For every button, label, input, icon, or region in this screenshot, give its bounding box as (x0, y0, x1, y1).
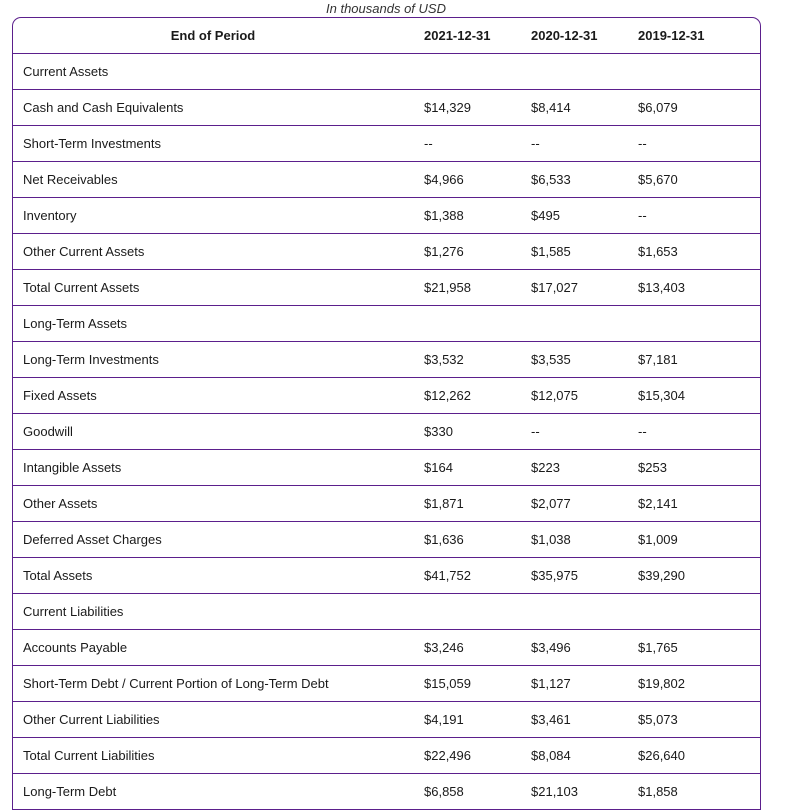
row-value-2020-12-31: $1,585 (520, 234, 627, 270)
row-value-2021-12-31: $15,059 (413, 666, 520, 702)
table-row (13, 90, 760, 126)
table-row (13, 450, 760, 486)
row-value-2019-12-31 (627, 306, 760, 342)
header-period-2019: 2019-12-31 (627, 18, 760, 54)
row-value-2021-12-31: $1,871 (413, 486, 520, 522)
row-label: Net Receivables (13, 162, 413, 198)
row-label: Other Current Liabilities (13, 702, 413, 738)
row-value-2021-12-31: $41,752 (413, 558, 520, 594)
row-value-2020-12-31: $1,038 (520, 522, 627, 558)
row-value-2021-12-31 (413, 306, 520, 342)
row-value-2020-12-31: $2,077 (520, 486, 627, 522)
row-value-2021-12-31: $1,276 (413, 234, 520, 270)
row-value-2021-12-31: $4,191 (413, 702, 520, 738)
row-value-2020-12-31: $12,075 (520, 378, 627, 414)
table-row (13, 54, 760, 90)
row-value-2021-12-31 (413, 54, 520, 90)
row-value-2019-12-31: -- (627, 414, 760, 450)
row-value-2019-12-31: $1,858 (627, 774, 760, 810)
row-value-2020-12-31: $21,103 (520, 774, 627, 810)
table-body (13, 54, 760, 810)
row-value-2019-12-31 (627, 594, 760, 630)
row-label: Goodwill (13, 414, 413, 450)
row-value-2019-12-31: $26,640 (627, 738, 760, 774)
row-value-2020-12-31: $35,975 (520, 558, 627, 594)
table-row (13, 666, 760, 702)
row-value-2020-12-31: $8,414 (520, 90, 627, 126)
row-label: Intangible Assets (13, 450, 413, 486)
row-label: Long-Term Debt (13, 774, 413, 810)
table-row (13, 198, 760, 234)
table-row (13, 162, 760, 198)
row-label: Long-Term Assets (13, 306, 413, 342)
table-row (13, 270, 760, 306)
table-row (13, 342, 760, 378)
table-row (13, 558, 760, 594)
header-period-2021: 2021-12-31 (413, 18, 520, 54)
row-value-2021-12-31: -- (413, 126, 520, 162)
table-row (13, 594, 760, 630)
row-value-2019-12-31: -- (627, 198, 760, 234)
table-row (13, 414, 760, 450)
row-value-2021-12-31: $3,532 (413, 342, 520, 378)
row-label: Total Current Liabilities (13, 738, 413, 774)
row-value-2021-12-31: $164 (413, 450, 520, 486)
row-label: Accounts Payable (13, 630, 413, 666)
row-label: Short-Term Investments (13, 126, 413, 162)
row-value-2021-12-31: $1,636 (413, 522, 520, 558)
row-value-2021-12-31: $12,262 (413, 378, 520, 414)
row-value-2019-12-31: $6,079 (627, 90, 760, 126)
table-row (13, 522, 760, 558)
table-row (13, 378, 760, 414)
row-label: Current Liabilities (13, 594, 413, 630)
row-value-2020-12-31: -- (520, 414, 627, 450)
table-row (13, 306, 760, 342)
row-value-2021-12-31: $3,246 (413, 630, 520, 666)
row-value-2019-12-31 (627, 54, 760, 90)
row-value-2021-12-31: $1,388 (413, 198, 520, 234)
row-value-2019-12-31: $15,304 (627, 378, 760, 414)
row-value-2019-12-31: $253 (627, 450, 760, 486)
row-value-2020-12-31: -- (520, 126, 627, 162)
row-value-2020-12-31: $1,127 (520, 666, 627, 702)
header-row (13, 18, 760, 54)
row-value-2020-12-31: $223 (520, 450, 627, 486)
row-value-2020-12-31: $495 (520, 198, 627, 234)
row-value-2020-12-31 (520, 306, 627, 342)
row-value-2020-12-31 (520, 594, 627, 630)
table-row (13, 738, 760, 774)
row-value-2020-12-31: $3,535 (520, 342, 627, 378)
row-value-2020-12-31: $6,533 (520, 162, 627, 198)
table-row (13, 630, 760, 666)
row-value-2021-12-31: $330 (413, 414, 520, 450)
row-value-2019-12-31: -- (627, 126, 760, 162)
row-value-2019-12-31: $5,073 (627, 702, 760, 738)
row-value-2019-12-31: $5,670 (627, 162, 760, 198)
row-value-2021-12-31: $14,329 (413, 90, 520, 126)
row-label: Total Assets (13, 558, 413, 594)
row-label: Current Assets (13, 54, 413, 90)
row-value-2021-12-31: $6,858 (413, 774, 520, 810)
table-row (13, 234, 760, 270)
header-period-2020: 2020-12-31 (520, 18, 627, 54)
row-label: Total Current Assets (13, 270, 413, 306)
row-value-2021-12-31: $22,496 (413, 738, 520, 774)
table-row (13, 126, 760, 162)
row-label: Inventory (13, 198, 413, 234)
row-value-2021-12-31 (413, 594, 520, 630)
row-label: Other Current Assets (13, 234, 413, 270)
row-value-2019-12-31: $13,403 (627, 270, 760, 306)
table-caption: In thousands of USD (326, 1, 446, 16)
row-value-2019-12-31: $19,802 (627, 666, 760, 702)
row-value-2021-12-31: $4,966 (413, 162, 520, 198)
row-value-2020-12-31 (520, 54, 627, 90)
row-value-2021-12-31: $21,958 (413, 270, 520, 306)
table-header (13, 18, 760, 54)
row-label: Cash and Cash Equivalents (13, 90, 413, 126)
row-value-2019-12-31: $1,009 (627, 522, 760, 558)
row-label: Long-Term Investments (13, 342, 413, 378)
row-value-2019-12-31: $7,181 (627, 342, 760, 378)
row-label: Short-Term Debt / Current Portion of Long-Term Debt (13, 666, 413, 702)
row-value-2020-12-31: $8,084 (520, 738, 627, 774)
row-value-2019-12-31: $1,653 (627, 234, 760, 270)
row-label: Fixed Assets (13, 378, 413, 414)
row-value-2019-12-31: $39,290 (627, 558, 760, 594)
header-period-label: End of Period (13, 18, 413, 54)
table-row (13, 702, 760, 738)
balance-sheet-table (13, 18, 760, 810)
row-value-2020-12-31: $3,496 (520, 630, 627, 666)
row-value-2019-12-31: $1,765 (627, 630, 760, 666)
row-value-2020-12-31: $3,461 (520, 702, 627, 738)
table-row (13, 486, 760, 522)
balance-sheet-table-container (12, 17, 761, 810)
row-label: Other Assets (13, 486, 413, 522)
row-value-2020-12-31: $17,027 (520, 270, 627, 306)
row-value-2019-12-31: $2,141 (627, 486, 760, 522)
row-label: Deferred Asset Charges (13, 522, 413, 558)
table-row (13, 774, 760, 810)
